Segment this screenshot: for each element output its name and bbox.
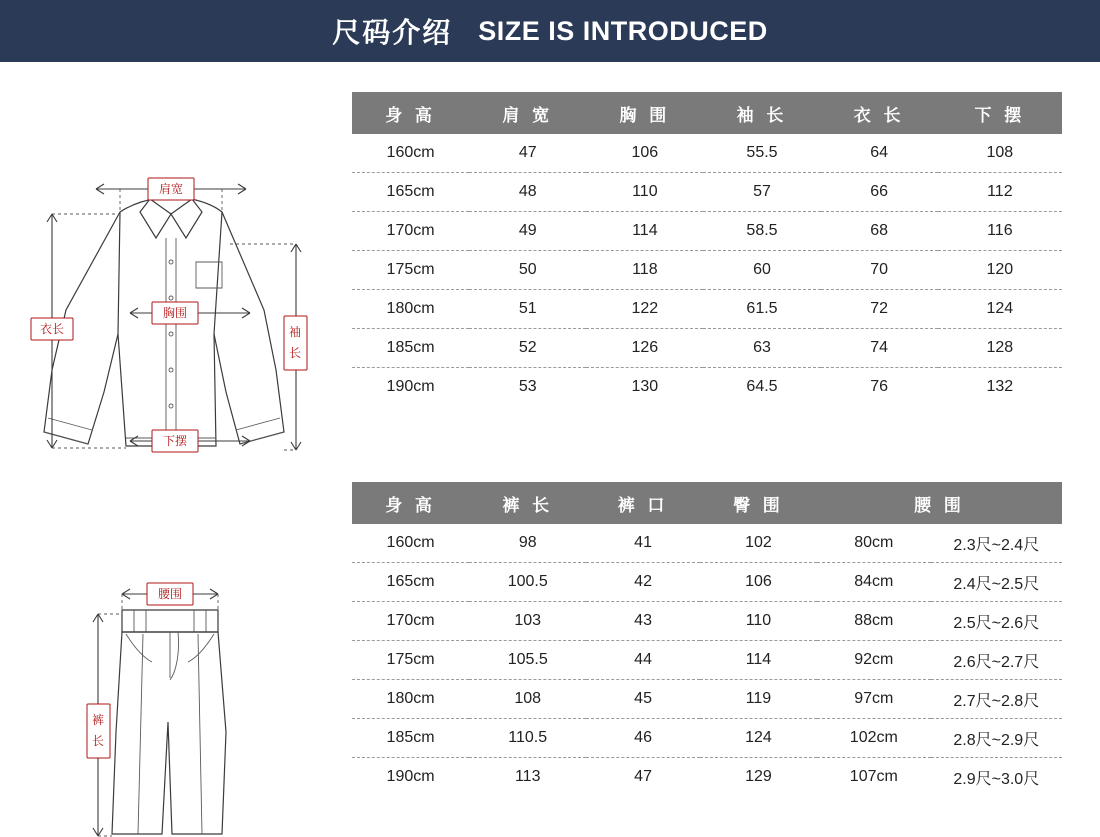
table-cell: 120 <box>938 251 1062 290</box>
page-title-cn: 尺码介绍 <box>332 17 453 48</box>
table-cell: 92cm <box>817 641 931 680</box>
shirt-th-sleeve: 袖 长 <box>703 92 820 134</box>
table-cell: 185cm <box>352 719 469 758</box>
table-row <box>352 251 1062 290</box>
table-cell: 84cm <box>817 563 931 602</box>
table-cell: 129 <box>745 768 772 785</box>
shirt-diagram <box>0 62 340 482</box>
table-cell: 80cm <box>817 524 931 563</box>
table-row <box>352 212 1062 251</box>
table-cell: 43 <box>586 602 700 641</box>
shirt-th-height: 身 高 <box>352 92 469 134</box>
table-cell: 100.5 <box>469 563 586 602</box>
table-cell: 48 <box>469 173 586 212</box>
shirt-table-header-row <box>352 92 1062 134</box>
table-cell: 102cm <box>817 719 931 758</box>
table-cell: 118 <box>586 251 703 290</box>
table-row <box>352 602 1062 641</box>
pants-label-waist <box>147 583 193 605</box>
pants-table-body <box>352 524 1062 796</box>
pants-label-waist-text: 腰围 <box>157 587 183 602</box>
table-cell: 175cm <box>352 251 469 290</box>
pants-outline <box>112 610 226 834</box>
table-cell: 49 <box>469 212 586 251</box>
table-cell: 50 <box>469 251 586 290</box>
pants-th-pants-length: 裤 长 <box>469 482 586 524</box>
table-row <box>352 758 1062 797</box>
table-cell: 98 <box>469 524 586 563</box>
table-cell: 64 <box>821 134 938 173</box>
table-cell: 47 <box>469 134 586 173</box>
table-cell: 105.5 <box>469 641 586 680</box>
table-row <box>352 641 1062 680</box>
pants-diagram-svg <box>0 482 340 837</box>
table-cell: 57 <box>703 173 820 212</box>
table-cell: 113 <box>514 768 541 785</box>
table-cell: 190cm <box>386 768 435 785</box>
table-cell: 160cm <box>352 134 469 173</box>
table-cell: 2.6尺~2.7尺 <box>931 641 1062 680</box>
page-header <box>0 0 1100 62</box>
table-cell: 2.7尺~2.8尺 <box>931 680 1062 719</box>
table-row <box>352 680 1062 719</box>
table-cell: 2.8尺~2.9尺 <box>931 719 1062 758</box>
table-cell: 103 <box>469 602 586 641</box>
table-cell: 130 <box>631 378 659 395</box>
table-cell: 60 <box>703 251 820 290</box>
shirt-th-length: 衣 长 <box>821 92 938 134</box>
table-cell: 170cm <box>352 602 469 641</box>
pants-label-length-text-2: 长 <box>91 734 105 748</box>
table-cell: 107cm <box>849 768 898 785</box>
table-cell: 70 <box>821 251 938 290</box>
shirt-label-chest <box>152 302 198 324</box>
table-cell: 175cm <box>352 641 469 680</box>
table-row <box>352 524 1062 563</box>
table-cell: 2.5尺~2.6尺 <box>931 602 1062 641</box>
shirt-label-length-text: 衣长 <box>39 322 65 337</box>
table-cell: 119 <box>700 680 817 719</box>
shirt-table-head <box>352 92 1062 134</box>
table-row <box>352 134 1062 173</box>
table-cell: 58.5 <box>703 212 820 251</box>
table-cell: 114 <box>700 641 817 680</box>
table-cell: 108 <box>469 680 586 719</box>
table-cell: 64.5 <box>746 378 778 395</box>
table-cell: 63 <box>703 329 820 368</box>
table-cell: 97cm <box>817 680 931 719</box>
shirt-label-sleeve-text-1: 袖 <box>288 325 302 339</box>
table-cell: 132 <box>986 378 1014 395</box>
table-cell: 45 <box>586 680 700 719</box>
shirt-label-shoulder <box>148 178 194 200</box>
pants-size-table-wrapper <box>352 482 1062 796</box>
table-cell: 185cm <box>352 329 469 368</box>
table-cell: 180cm <box>352 680 469 719</box>
table-cell: 47 <box>634 768 652 785</box>
shirt-label-chest-text: 胸围 <box>162 306 188 321</box>
table-cell: 126 <box>586 329 703 368</box>
table-row <box>352 290 1062 329</box>
pants-label-length-text-1: 裤 <box>91 713 105 727</box>
shirt-table-body <box>352 134 1062 406</box>
pants-diagram <box>0 482 340 837</box>
table-row <box>352 173 1062 212</box>
table-cell: 42 <box>586 563 700 602</box>
table-cell: 116 <box>938 212 1062 251</box>
shirt-size-table-wrapper <box>352 92 1062 406</box>
table-row <box>352 719 1062 758</box>
table-cell: 72 <box>821 290 938 329</box>
shirt-label-hem <box>152 430 198 452</box>
pants-th-hip: 臀 围 <box>700 482 817 524</box>
pants-th-waist: 腰 围 <box>817 482 1062 524</box>
table-cell: 52 <box>469 329 586 368</box>
table-cell: 68 <box>821 212 938 251</box>
pants-table-head <box>352 482 1062 524</box>
shirt-diagram-svg <box>0 62 340 482</box>
table-cell: 66 <box>821 173 938 212</box>
shirt-th-chest: 胸 围 <box>586 92 703 134</box>
table-cell: 165cm <box>352 563 469 602</box>
table-cell: 190cm <box>386 378 435 395</box>
table-cell: 114 <box>586 212 703 251</box>
table-cell: 2.4尺~2.5尺 <box>931 563 1062 602</box>
pants-th-leg-opening: 裤 口 <box>586 482 700 524</box>
table-cell: 2.3尺~2.4尺 <box>931 524 1062 563</box>
table-cell: 165cm <box>352 173 469 212</box>
content-area <box>0 62 1100 837</box>
table-cell: 41 <box>586 524 700 563</box>
pants-label-length <box>87 704 110 758</box>
shirt-label-sleeve-text-2: 长 <box>288 346 302 360</box>
table-cell: 61.5 <box>703 290 820 329</box>
table-cell: 55.5 <box>703 134 820 173</box>
table-row <box>352 563 1062 602</box>
table-row <box>352 329 1062 368</box>
table-cell: 170cm <box>352 212 469 251</box>
shirt-size-table <box>352 92 1062 406</box>
table-cell: 53 <box>518 378 537 395</box>
shirt-label-sleeve <box>284 316 307 370</box>
shirt-label-shoulder-text: 肩宽 <box>158 182 184 197</box>
table-cell: 2.9尺~3.0尺 <box>953 770 1040 788</box>
table-cell: 124 <box>700 719 817 758</box>
table-cell: 51 <box>469 290 586 329</box>
page-title-en: SIZE IS INTRODUCED <box>478 15 768 46</box>
table-cell: 124 <box>938 290 1062 329</box>
shirt-th-hem: 下 摆 <box>938 92 1062 134</box>
table-cell: 128 <box>938 329 1062 368</box>
table-cell: 180cm <box>352 290 469 329</box>
table-cell: 88cm <box>817 602 931 641</box>
pants-table-header-row <box>352 482 1062 524</box>
table-cell: 110.5 <box>469 719 586 758</box>
table-cell: 46 <box>586 719 700 758</box>
shirt-label-length <box>31 318 73 340</box>
shirt-th-shoulder: 肩 宽 <box>469 92 586 134</box>
table-row <box>352 368 1062 407</box>
table-cell: 122 <box>586 290 703 329</box>
table-cell: 110 <box>700 602 817 641</box>
table-cell: 44 <box>586 641 700 680</box>
shirt-label-hem-text: 下摆 <box>162 434 188 449</box>
table-cell: 76 <box>870 378 889 395</box>
table-cell: 160cm <box>352 524 469 563</box>
table-cell: 106 <box>700 563 817 602</box>
table-cell: 112 <box>938 173 1062 212</box>
table-cell: 108 <box>938 134 1062 173</box>
pants-size-table <box>352 482 1062 796</box>
pants-th-height: 身 高 <box>352 482 469 524</box>
table-cell: 110 <box>586 173 703 212</box>
table-cell: 74 <box>821 329 938 368</box>
table-cell: 106 <box>586 134 703 173</box>
table-cell: 102 <box>700 524 817 563</box>
